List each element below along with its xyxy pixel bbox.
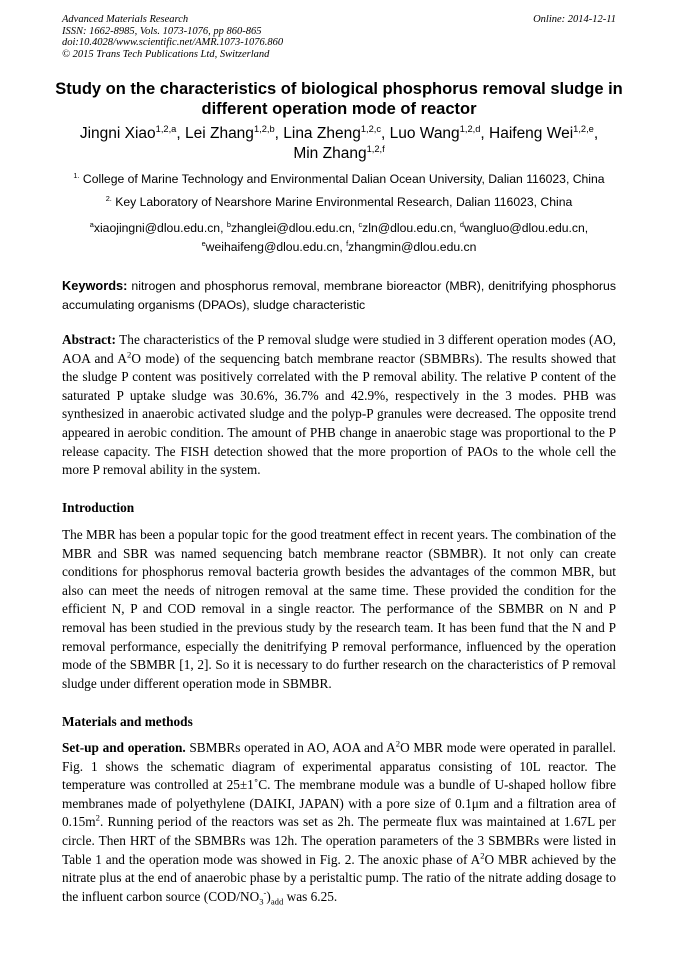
email[interactable]: wangluo@dlou.edu.cn,	[464, 221, 589, 235]
issn: ISSN: 1662-8985, Vols. 1073-1076, pp 860-865	[62, 25, 262, 37]
author: Jingni Xiao	[79, 125, 156, 142]
sup: 2	[127, 349, 132, 360]
author-sup: 1,2,d	[459, 123, 481, 134]
author-sup: 1,2,e	[573, 123, 594, 134]
email[interactable]: weihaifeng@dlou.edu.cn,	[205, 240, 347, 254]
sub: 3	[259, 896, 264, 907]
author: Lina Zheng	[283, 125, 361, 142]
online-date: Online: 2014-12-11	[533, 14, 616, 25]
sup: 2	[395, 738, 401, 749]
doi: doi:10.4028/www.scientific.net/AMR.1073-1076.860	[62, 37, 284, 48]
email[interactable]: zhanglei@dlou.edu.cn,	[230, 221, 359, 235]
sub: add	[270, 896, 284, 907]
email-mark: f	[346, 238, 349, 248]
email[interactable]: xiaojingni@dlou.edu.cn,	[93, 221, 227, 235]
author-sup: 1,2,b	[253, 123, 275, 134]
methods-text	[62, 739, 616, 906]
email-mark: b	[226, 219, 231, 229]
author: Lei Zhang	[184, 125, 254, 142]
author-sup: 1,2,c	[360, 123, 381, 134]
author-list: Jingni Xiao$^{1,2,a}$, Lei Zhang$^{1,2,b}$, Lina Zheng$^{1,2,c}$, Luo Wang$^{1,2,d}$, Haifeng Wei$^{1,2,e}$, Min Zhang$^{1,2,f}$	[79, 123, 599, 162]
author: Min Zhang	[293, 145, 367, 162]
introduction-text: The MBR has been a popular topic for the good treatment effect in recent years. The combination of the MBR and SBR was named sequencing batch membrane reactor (SBMBR). It not only can create conditions for phosphorus removal bacteria growth besides the advantages of the common MBR, but also can meet the needs of nitrogen removal at the same time. These provided the condition for the efficient N, P and COD removal in a single reactor. The performance of the SBMBR on N and P removal has been studied in the previous study by the research team. It has been fund that the N and P removal performance, especially the denitrifying P removal performance, influenced by the operation mode of the SBMBR [1, 2]. So it is necessary to do further research on the characteristics of P removal sludge under different operation mode in SBMBR.	[62, 527, 616, 691]
journal-name: Advanced Materials Research	[62, 14, 189, 25]
methods-heading: Materials and methods	[62, 714, 193, 729]
abstract-text: O mode) of the sequencing batch membrane reactor (SBMBRs). The results showed that the sludge P content was positively correlated with the P removal ability. The relative P content of the saturated P uptake sludge was 30.6%, 36.7% and 42.9%, respectively in the 3 modes. PHB was synthesized in anaerobic activated sludge and the polyp-P granules were decreased. The opposite trend appeared in aerobic condition. The amount of PHB change in anaerobic stage was proportional to the P release capacity. The FISH detection showed that the more proportion of PAOs to the whole cell the more P removal ability in the system.	[62, 350, 616, 478]
affiliation-1	[52, 172, 626, 186]
abstract	[62, 331, 616, 480]
methods-run: O MBR achieved by the nitrate plus at the end of anaerobic phase by a peristaltic pump. The ratio of the nitrate adding dosage to the influent carbon source (COD/NO	[62, 851, 616, 904]
email[interactable]: zln@dlou.edu.cn,	[362, 221, 460, 235]
emails	[52, 219, 626, 257]
methods-run: . Running period of the reactors was set as 2h. The permeate flux was maintained at 1.67L per circle. Then HRT of the SBMBRs was 12h. The operation parameters of the 3 SBMBRs were listed in Table 1 and the operation mode was showed in Fig. 2. The anoxic phase of A	[62, 814, 616, 867]
abstract-label: Abstract:	[62, 332, 116, 347]
sup: -	[263, 887, 267, 898]
copyright: © 2015 Trans Tech Publications Ltd, Switzerland	[62, 48, 270, 60]
methods-run: O MBR mode were operated in parallel. Fig. 1 shows the schematic diagram of experimental apparatus consisting of 10L reactor. The temperature was controlled at 25±1˚C. The membrane module was a bundle of U-shaped hollow fibre membranes made of polyethylene (DAIKI, JAPAN) with a pore size of 0.1μm and a filtration area of 0.15m	[62, 740, 616, 830]
email-mark: c	[358, 219, 363, 229]
aff-mark: 1.	[73, 170, 80, 180]
author: Luo Wang	[389, 125, 460, 142]
aff-text: Key Laboratory of Nearshore Marine Environmental Research, Dalian 116023, China	[111, 195, 573, 209]
author: Haifeng Wei	[489, 125, 574, 142]
setup-label: Set-up and operation.	[62, 740, 186, 755]
sup: 2	[95, 812, 100, 823]
affiliation-2	[52, 195, 626, 209]
email-mark: e	[201, 238, 206, 248]
email-mark: a	[89, 219, 94, 229]
author-sup: 1,2,f	[366, 143, 385, 154]
methods-run: was 6.25.	[283, 888, 338, 904]
methods-run: )	[266, 888, 271, 904]
sup: 2	[480, 850, 485, 861]
keywords	[62, 277, 616, 314]
aff-mark: 2.	[105, 193, 112, 203]
email[interactable]: zhangmin@dlou.edu.cn	[348, 240, 477, 254]
introduction-heading: Introduction	[62, 500, 135, 515]
methods-run: SBMBRs operated in AO, AOA and A	[185, 740, 396, 755]
keywords-label: Keywords:	[62, 278, 128, 293]
abstract-text: The characteristics of the P removal sludge were studied in 3 different operation modes (AO, AOA and A	[62, 332, 616, 366]
paper-title: Study on the characteristics of biological phosphorus removal sludge in different operation mode of reactor	[55, 80, 623, 118]
author-sup: 1,2,a	[155, 123, 177, 134]
email-mark: d	[459, 219, 464, 229]
aff-text: College of Marine Technology and Environmental Dalian Ocean University, Dalian 116023, China	[79, 172, 605, 186]
keywords-text: nitrogen and phosphorus removal, membrane bioreactor (MBR), denitrifying phosphorus accumulating organisms (DPAOs), sludge characteristic	[62, 279, 616, 312]
